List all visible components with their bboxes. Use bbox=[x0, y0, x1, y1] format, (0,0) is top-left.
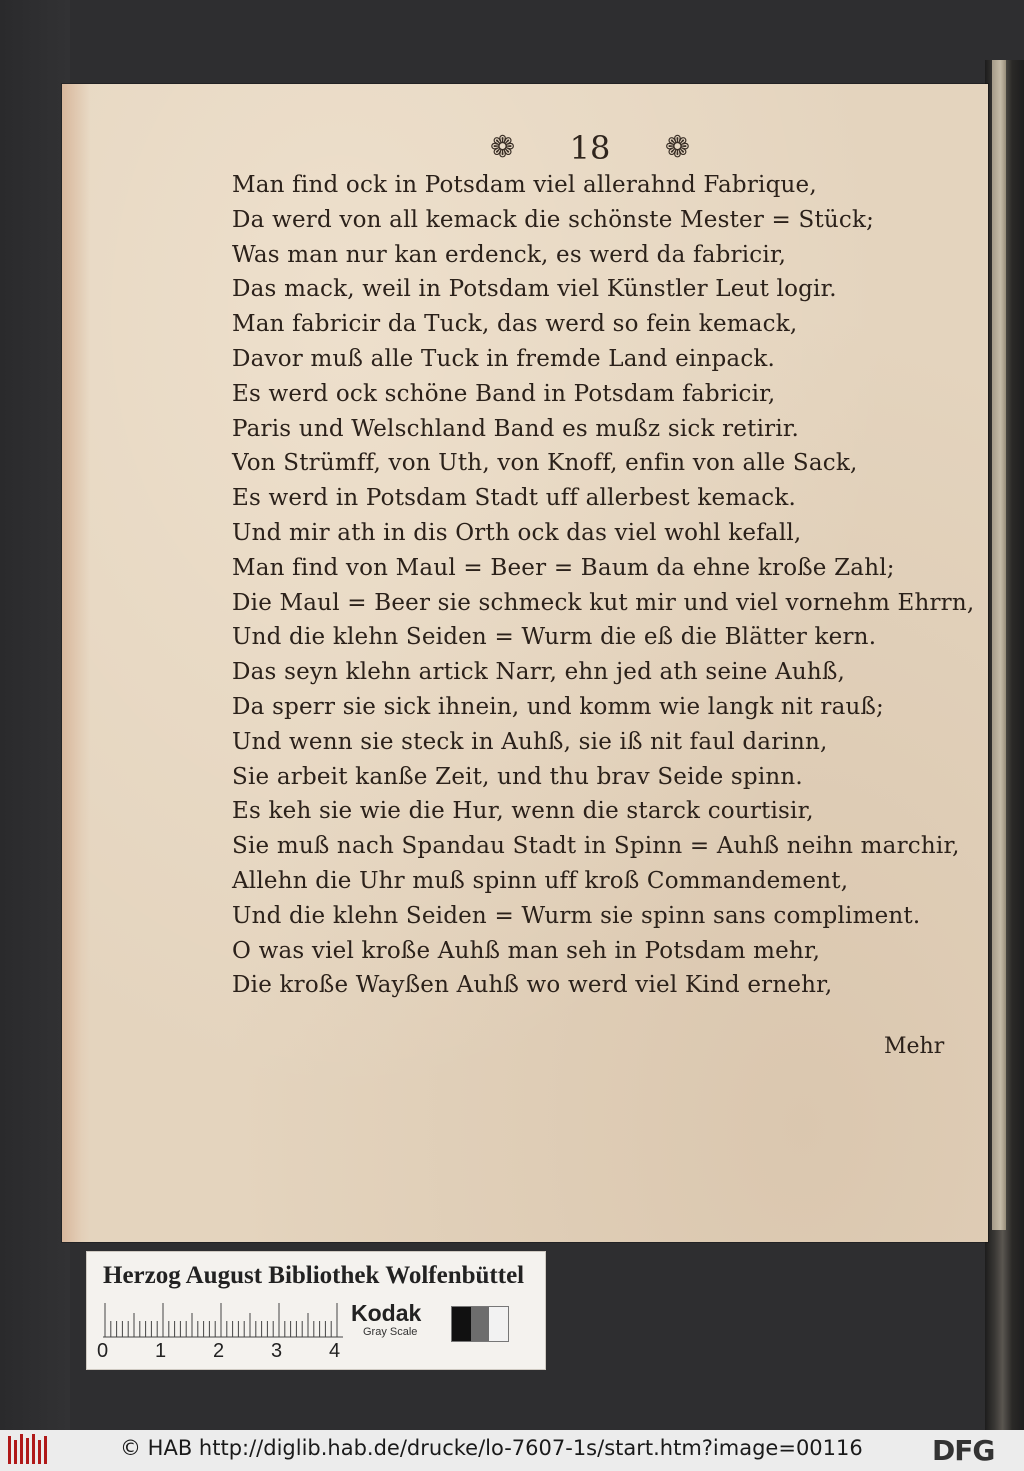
ruler-number: 1 bbox=[155, 1340, 167, 1362]
swatch-black bbox=[452, 1307, 471, 1341]
footer-copyright-link[interactable]: © HAB http://diglib.hab.de/drucke/lo-7607-1s/start.htm?image=00116 bbox=[120, 1436, 863, 1460]
library-name: Herzog August Bibliothek Wolfenbüttel bbox=[103, 1262, 525, 1289]
swatch-white bbox=[489, 1307, 508, 1341]
text-line: Man fabricir da Tuck, das werd so fein kemack, bbox=[232, 311, 798, 338]
ruler-number: 0 bbox=[97, 1340, 109, 1362]
ornament-left-icon: ❁ bbox=[490, 130, 516, 165]
kodak-brand: Kodak bbox=[351, 1300, 422, 1326]
poem-text bbox=[232, 168, 975, 1003]
ornament-right-icon: ❁ bbox=[664, 130, 690, 165]
gray-swatches bbox=[451, 1306, 509, 1342]
hab-logo-icon bbox=[6, 1432, 50, 1468]
text-line: Es werd ock schöne Band in Potsdam fabricir, bbox=[232, 380, 776, 407]
text-line: O was viel kroße Auhß man seh in Potsdam mehr, bbox=[232, 937, 821, 964]
text-line: Was man nur kan erdenck, es werd da fabricir, bbox=[232, 241, 787, 268]
gray-scale-label: Gray Scale bbox=[363, 1326, 418, 1338]
dfg-logo: DFG bbox=[932, 1434, 995, 1467]
text-line: Paris und Welschland Band es mußz sick retirir. bbox=[232, 415, 800, 442]
text-line: Es werd in Potsdam Stadt uff allerbest kemack. bbox=[232, 485, 796, 512]
ruler-scale bbox=[97, 1340, 427, 1364]
text-line: Es keh sie wie die Hur, wenn die starck courtisir, bbox=[232, 798, 814, 825]
text-line: Sie arbeit kanße Zeit, und thu brav Seide spinn. bbox=[232, 763, 803, 790]
text-line: Man find von Maul = Beer = Baum da ehne kroße Zahl; bbox=[232, 554, 895, 581]
color-target-card bbox=[86, 1251, 546, 1370]
next-page-edge bbox=[992, 60, 1006, 1230]
swatch-gray bbox=[471, 1307, 490, 1341]
text-line: Man find ock in Potsdam viel allerahnd Fabrique, bbox=[232, 172, 817, 198]
ruler-number: 2 bbox=[213, 1340, 225, 1362]
text-line: Allehn die Uhr muß spinn uff kroß Commandement, bbox=[232, 867, 849, 894]
text-line: Und mir ath in dis Orth ock das viel wohl kefall, bbox=[232, 519, 802, 546]
text-line: Davor muß alle Tuck in fremde Land einpack. bbox=[232, 345, 776, 372]
text-line: Das seyn klehn artick Narr, ehn jed ath seine Auhß, bbox=[232, 659, 846, 686]
page-binding-edge bbox=[62, 84, 90, 1242]
page-header bbox=[490, 128, 690, 168]
text-line: Das mack, weil in Potsdam viel Künstler Leut logir. bbox=[232, 276, 837, 303]
text-line: Und wenn sie steck in Auhß, sie iß nit faul darinn, bbox=[232, 728, 828, 755]
page-number: 18 bbox=[569, 129, 611, 167]
text-line: Die kroße Wayßen Auhß wo werd viel Kind ernehr, bbox=[232, 972, 833, 999]
text-line: Sie muß nach Spandau Stadt in Spinn = Auhß neihn marchir, bbox=[232, 833, 960, 860]
text-line: Und die klehn Seiden = Wurm die eß die Blätter kern. bbox=[232, 624, 877, 651]
text-line: Die Maul = Beer sie schmeck kut mir und viel vornehm Ehrrn, bbox=[232, 589, 975, 616]
text-line: Von Strümff, von Uth, von Knoff, enfin von alle Sack, bbox=[232, 450, 858, 477]
catchword: Mehr bbox=[884, 1034, 945, 1059]
text-line: Und die klehn Seiden = Wurm sie spinn sans compliment. bbox=[232, 902, 921, 929]
ruler-number: 4 bbox=[329, 1340, 341, 1362]
text-line: Da sperr sie sick ihnein, und komm wie langk nit rauß; bbox=[232, 693, 885, 720]
text-line: Da werd von all kemack die schönste Mester = Stück; bbox=[232, 206, 875, 233]
ruler-number: 3 bbox=[271, 1340, 283, 1362]
scan-background-left bbox=[0, 0, 70, 1430]
ruler-icon bbox=[103, 1302, 343, 1338]
